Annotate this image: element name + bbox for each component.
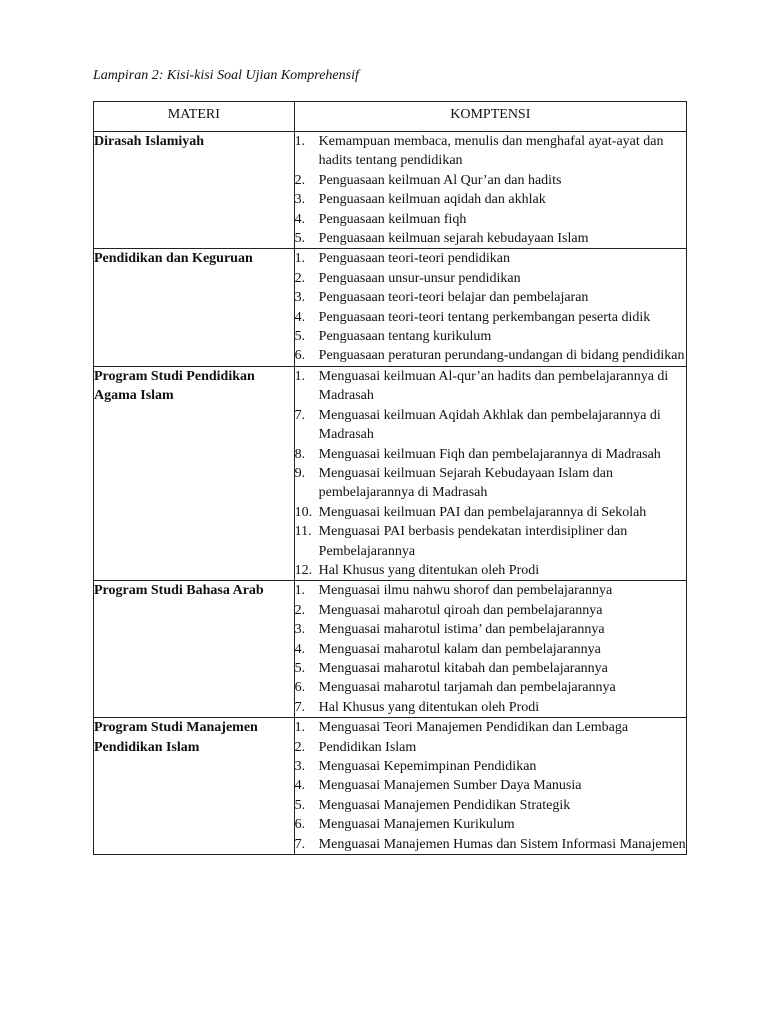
- item-number: 4.: [294, 778, 306, 794]
- list-item: [295, 776, 686, 795]
- item-text: Menguasai maharotul istima’ dan pembelajarannya: [318, 622, 605, 638]
- kompetensi-cell: [294, 718, 686, 855]
- document-caption: Lampiran 2: Kisi-kisi Soal Ujian Komprehensif: [93, 68, 359, 83]
- materi-cell: Program Studi Pendidikan Agama Islam: [94, 366, 295, 580]
- kompetensi-cell: [294, 366, 686, 580]
- table-header-row: [94, 102, 687, 132]
- item-text: Penguasaan peraturan perundang-undangan di bidang pendidikan: [318, 348, 685, 364]
- kompetensi-list: [295, 132, 686, 248]
- item-text: Menguasai maharotul kalam dan pembelajarannya: [318, 641, 601, 657]
- list-item: [295, 581, 686, 600]
- item-number: 9.: [294, 465, 306, 481]
- item-text: Penguasaan keilmuan sejarah kebudayaan Islam: [318, 231, 589, 247]
- item-number: 4.: [294, 211, 306, 227]
- list-item: [295, 678, 686, 697]
- list-item: [295, 229, 686, 248]
- item-number: 6.: [294, 680, 306, 696]
- list-item: [295, 659, 686, 678]
- table-row: [94, 249, 687, 366]
- list-item: [295, 561, 686, 580]
- materi-cell: Pendidikan dan Keguruan: [94, 249, 295, 366]
- list-item: [295, 308, 686, 327]
- item-number: 3.: [294, 759, 306, 774]
- item-number: 5.: [294, 329, 306, 345]
- item-text: Menguasai maharotul qiroah dan pembelajarannya: [318, 602, 603, 618]
- list-item: [295, 327, 686, 346]
- item-text: Pendidikan Islam: [318, 739, 417, 755]
- item-text: Menguasai maharotul tarjamah dan pembelajarannya: [318, 680, 616, 696]
- item-text: Menguasai keilmuan Fiqh dan pembelajarannya di Madrasah: [318, 446, 661, 462]
- kompetensi-list: [295, 581, 686, 717]
- item-number: 1.: [294, 583, 306, 599]
- header-kompetensi: KOMPTENSI: [294, 102, 686, 132]
- list-item: [295, 249, 686, 268]
- item-number: 3.: [294, 290, 306, 306]
- item-text: Menguasai PAI berbasis pendekatan interdisipliner dan Pembelajarannya: [318, 524, 628, 559]
- item-text: Penguasaan teori-teori pendidikan: [318, 251, 510, 267]
- item-text: Penguasaan tentang kurikulum: [318, 329, 492, 345]
- item-number: 2.: [294, 739, 306, 755]
- list-item: [295, 346, 686, 365]
- item-number: 6.: [294, 348, 306, 364]
- item-text: Penguasaan keilmuan fiqh: [318, 211, 467, 227]
- kompetensi-list: [295, 367, 686, 580]
- item-number: 2.: [294, 172, 306, 188]
- item-number: 2.: [294, 602, 306, 618]
- item-text: Kemampuan membaca, menulis dan menghafal ayat-ayat dan hadits tentang pendidikan: [318, 134, 664, 169]
- table-row: [94, 132, 687, 249]
- item-text: Hal Khusus yang ditentukan oleh Prodi: [318, 699, 540, 715]
- kompetensi-cell: [294, 132, 686, 249]
- kompetensi-list: [295, 249, 686, 365]
- kompetensi-cell: [294, 581, 686, 718]
- item-text: Menguasai Manajemen Kurikulum: [318, 817, 515, 833]
- list-item: [295, 640, 686, 659]
- item-number: 5.: [294, 797, 306, 813]
- item-number: 12.: [294, 562, 313, 578]
- item-text: Menguasai ilmu nahwu shorof dan pembelajarannya: [318, 583, 613, 599]
- item-text: Hal Khusus yang ditentukan oleh Prodi: [318, 562, 540, 578]
- list-item: [295, 718, 686, 737]
- item-number: 3.: [294, 622, 306, 638]
- list-item: [295, 269, 686, 288]
- list-item: [295, 210, 686, 229]
- list-item: [295, 522, 686, 561]
- table-body: [94, 132, 687, 855]
- list-item: [295, 171, 686, 190]
- kompetensi-list: [295, 718, 686, 854]
- item-text: Menguasai keilmuan Aqidah Akhlak dan pembelajarannya di Madrasah: [318, 407, 661, 443]
- list-item: [295, 190, 686, 209]
- item-text: Menguasai Manajemen Pendidikan Strategik: [318, 797, 571, 813]
- materi-cell: Program Studi Bahasa Arab: [94, 581, 295, 718]
- item-number: 5.: [294, 660, 306, 676]
- item-number: 8.: [294, 446, 306, 462]
- table-row: [94, 581, 687, 718]
- item-number: 11.: [294, 524, 312, 540]
- item-number: 6.: [294, 817, 306, 833]
- item-number: 1.: [294, 134, 306, 149]
- table-row: [94, 718, 687, 855]
- item-number: 4.: [294, 309, 306, 325]
- list-item: [295, 620, 686, 639]
- list-item: [295, 367, 686, 406]
- item-text: Menguasai Manajemen Humas dan Sistem Informasi Manajemen: [318, 836, 686, 852]
- table-row: [94, 366, 687, 580]
- item-text: Penguasaan keilmuan aqidah dan akhlak: [318, 192, 546, 208]
- item-number: 5.: [294, 231, 306, 247]
- item-text: Penguasaan teori-teori belajar dan pembelajaran: [318, 290, 589, 306]
- item-text: Penguasaan teori-teori tentang perkembangan peserta didik: [318, 309, 651, 325]
- item-number: 7.: [294, 407, 306, 423]
- item-number: 10.: [294, 504, 313, 520]
- item-number: 7.: [294, 836, 306, 852]
- item-text: Menguasai Teori Manajemen Pendidikan dan Lembaga: [318, 720, 629, 736]
- list-item: [295, 503, 686, 522]
- list-item: [295, 288, 686, 307]
- kisi-kisi-table: [93, 101, 687, 855]
- list-item: [295, 132, 686, 171]
- item-text: Menguasai Manajemen Sumber Daya Manusia: [318, 778, 582, 794]
- item-text: Menguasai keilmuan Sejarah Kebudayaan Islam dan pembelajarannya di Madrasah: [318, 465, 613, 501]
- item-number: 3.: [294, 192, 306, 208]
- materi-cell: Dirasah Islamiyah: [94, 132, 295, 249]
- item-text: Menguasai keilmuan Al-qur’an hadits dan pembelajarannya di Madrasah: [318, 368, 669, 404]
- item-text: Penguasaan keilmuan Al Qur’an dan hadits: [318, 172, 562, 188]
- item-number: 4.: [294, 641, 306, 657]
- list-item: [295, 464, 686, 503]
- item-number: 1.: [294, 368, 306, 384]
- item-text: Menguasai keilmuan PAI dan pembelajarannya di Sekolah: [318, 504, 647, 520]
- materi-cell: Program Studi Manajemen Pendidikan Islam: [94, 718, 295, 855]
- item-number: 7.: [294, 699, 306, 715]
- list-item: [295, 445, 686, 464]
- list-item: [295, 835, 686, 854]
- item-text: Menguasai maharotul kitabah dan pembelajarannya: [318, 660, 608, 676]
- kompetensi-cell: [294, 249, 686, 366]
- item-number: 1.: [294, 251, 306, 267]
- list-item: [295, 796, 686, 815]
- list-item: [295, 757, 686, 776]
- list-item: [295, 815, 686, 834]
- list-item: [295, 601, 686, 620]
- item-text: Penguasaan unsur-unsur pendidikan: [318, 270, 521, 286]
- list-item: [295, 406, 686, 445]
- list-item: [295, 698, 686, 717]
- list-item: [295, 738, 686, 757]
- item-number: 2.: [294, 270, 306, 286]
- header-materi: MATERI: [94, 102, 295, 132]
- item-number: 1.: [294, 720, 306, 736]
- item-text: Menguasai Kepemimpinan Pendidikan: [318, 759, 537, 774]
